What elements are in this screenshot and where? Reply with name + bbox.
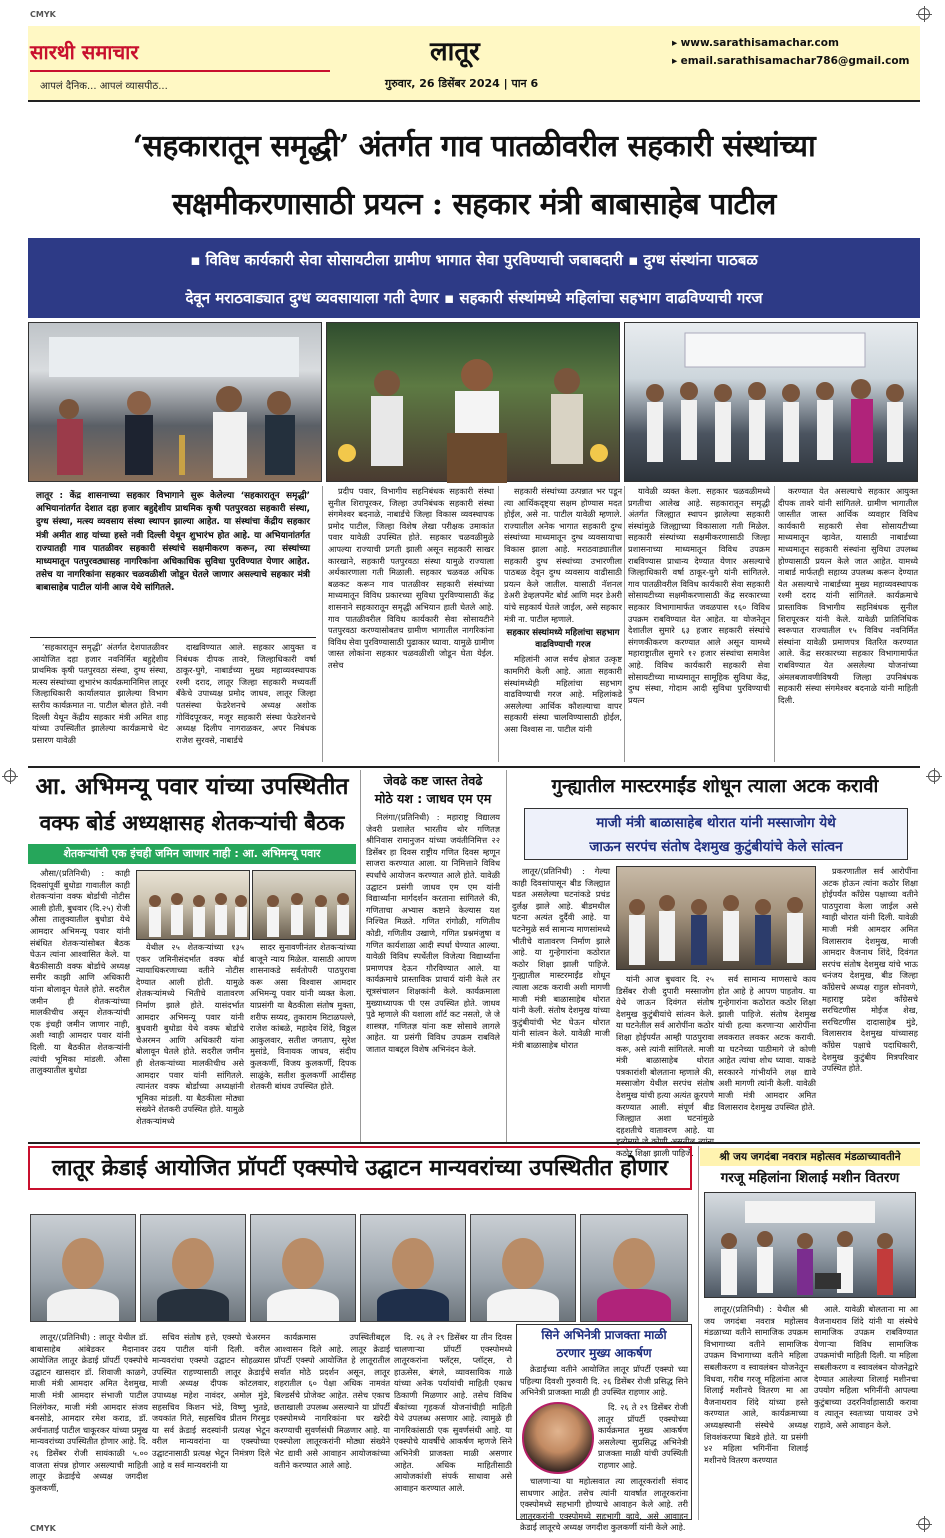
column-rule xyxy=(360,770,361,1142)
website-link[interactable]: ▸ www.sarathisamachar.com xyxy=(672,37,839,49)
lead-column-5: यावेळी व्यक्त केला. सहकार चळवळीमध्ये प्रगतीचा आलेख आहे. सहकारातून समृद्धी अंतर्गत जिल्ह्यात स्थापन झालेल्या सहकारी संस्थांमुळे जिल्ह्याच्या विकासाला गती मिळेल. सहकारी संस्थांच्या सक्षमीकरणासाठी जिल्हा प्रशासनाच्या माध्यमातून विविध उपक्रम राबविण्यास प्राधान्य देण्यात येणार असल्याचे जिल्हाधिकारी वर्षा ठाकूर-घुगे यांनी सांगितले. गाव पातळीवरील विविध कार्यकारी सेवा सहकारी सोसायटीच्या सक्षमीकरणासाठी केंद्र सरकारच्या सहकार विभागामार्फत जवळपास १६० विविध उपक्रम राबविण्यात येत आहेत. या योजनेतून देशातील सुमारे ६३ हजार सहकारी संस्थांचे संगणकीकरण करण्यात आले असून यामध्ये महाराष्ट्रातील सुमारे १२ हजार संस्थांचा समावेश आहे. विविध कार्यकारी सहकारी सेवा सोसायटीच्या माध्यमातून सामूहिक सुविधा केंद्र, दुग्ध संस्था, गोदाम आदी सुविधा पुरविण्याची प्रयत्न xyxy=(628,486,770,705)
dignitary-portrait-6 xyxy=(580,1214,688,1322)
column-rule xyxy=(698,1146,699,1520)
sewing-machine-distribution-photo xyxy=(704,1192,916,1298)
lead-highlights-band xyxy=(28,238,920,318)
expo-headline: लातूर क्रेडाई आयोजित प्रॉपर्टी एक्स्पोचे उद्घाटन मान्यवरांच्या उपस्थितीत होणार xyxy=(28,1146,692,1190)
dignitary-portrait-5 xyxy=(470,1214,576,1322)
waqf-subhead-band: शेतकऱ्यांची एक इंचही जमिन जाणार नाही : आ. अभिमन्यू पवार xyxy=(28,844,356,864)
speech-illustration xyxy=(327,323,621,483)
actress-headline-line2: ठरणार मुख्य आकर्षण xyxy=(556,1346,652,1360)
lead-headline-line2: सक्षमीकरणासाठी प्रयत्न : सहकार मंत्री बाबासाहेब पाटील xyxy=(172,187,776,222)
waqf-column-2: येथील २५ शेतकऱ्यांच्या १३५ एकर जमिनीसंदर्भात वक्फ बोर्ड न्यायाधिकरणाच्या वतीने नोटीस देण्यात आली होती. यामुळे शेतकऱ्यांमध्ये भितीचे वातावरण निर्माण झाले होते. यासंदर्भात आमदार अभिमन्यू पवार यांनी बुधवारी बुधोडा येथे वक्फ बोर्डाचे चेअरमन आणि अधिकारी यांना बोलावून घेतले होते. सदरील जमीन ही शेतकऱ्यांच्या मालकीचीच असे आमदार पवार यांनी सांगितले. त्यानंतर वक्फ बोर्डाच्या अध्यक्षांनी भूमिका मांडली. या बैठकीला मोठ्या संख्येने शेतकरी उपस्थित होते. यामुळे शेतकऱ्यांमध्ये xyxy=(136,942,244,1126)
actress-side-text: दि. २६ ते २९ डिसेंबर रोजी लातूर प्रॉपर्टी एक्स्पोच्या कार्यक्रमात मुख्य आकर्षण असलेल्या सुप्रसिद्ध अभिनेत्री प्राजक्ता माळी यांची उपस्थिती राहणार आहे. xyxy=(598,1402,688,1470)
expo-column-4: दि. २६ ते २९ डिसेंबर या तीन दिवस चालणाऱ्या प्रॉपर्टी एक्स्पोमध्ये लातूरकरांना फ्लॅट्स, प्लॉट्स, रो हाऊसेस, बंगले, व्यावसायिक गाळे यांच्या अनेक पर्यायांची माहिती एकाच ठिकाणी मिळणार आहे. तसेच विविध बँकांच्या गृहकर्ज योजनांचीही माहिती येथे उपलब्ध असणार आहे. त्यामुळे ही नागरिकांसाठी एक सुवर्णसंधी आहे. या एक्स्पोचे यावर्षीचे आकर्षण म्हणजे सिने अभिनेत्री प्राजक्ता माळी असणार आहेत. अधिक माहितीसाठी आयोजकांशी संपर्क साधावा असे आवाहन करण्यात आले. xyxy=(394,1332,512,1493)
waqf-headline-line2: वक्फ बोर्ड अध्यक्षासह शेतकऱ्यांची बैठक xyxy=(39,810,345,835)
expo-column-2: सचिव संतोष हत्ते, एक्स्पो चेअरमन उदय पाटील यांनी दिली. वरील मान्यवरांचा एक्स्पो उद्घाटन सोहळ्यास उपस्थित राहण्यासाठी लातूर क्रेडाईचे माजी अध्यक्ष दीपक कोटलवार, उपाध्यक्ष महेश नावंदर, अमोल मुंडे, सहसचिव किशन भंडे, विष्णु भुतडे, जयकांत गिते, सहसचिव प्रीतम गिरमुड या सर्व क्रेडाई सदस्यांनी प्रत्यक्ष भेटून वरील मान्यवरांना या एक्स्पोच्या उद्घाटनासाठी प्रत्यक्ष भेटून निमंत्रण दिले आहे व सर्व मान्यवरांनी या xyxy=(152,1332,270,1470)
registration-mark-top-right xyxy=(918,8,930,20)
distribution-illustration xyxy=(705,1193,917,1299)
lead-column-rule xyxy=(624,486,625,762)
lead-column-rule xyxy=(774,486,775,762)
waqf-column-1: औसा/(प्रतिनिधी) : काही दिवसांपूर्वी बुधोडा गावातील काही शेतकऱ्यांना वक्फ बोर्डाची नोटीस आली होती, बुधवार (दि.२५) रोजी औसा तालुक्यातील बुधोडा येथे आमदार अभिमन्यू पवार यांनी संबंधित शेतकऱ्यांसोबत बैठक घेऊन त्यांना आश्वासित केले. या बैठकीसाठी वक्फ बोर्डाचे अध्यक्ष समीर काझी आणि अधिकारी यांना बोलावून घेतले होते. सदरील जमीन ही शेतकऱ्यांच्या मालकीचीच असून शेतकऱ्यांची एक इंचही जमीन जाणार नाही, अशी ग्वाही आमदार पवार यांनी दिली. या बैठकीत शेतकऱ्यांनी त्यांची भूमिका मांडली. औसा तालुक्यातील बुधोडा xyxy=(30,868,130,1076)
email-link[interactable]: ▸ email.sarathisamachar786@gmail.com xyxy=(672,55,910,67)
lead-column-1: ‘सहकारातून समृद्धी’ अंतर्गत देशपातळीवर आयोजित दहा हजार नवनिर्मित बहुद्देशीय प्राथमिक कृषी पतपुरवठा संस्था, दुग्ध संस्था, मत्स्य संस्थांच्या शुभारंभ कार्यक्रमानिमित्त लातूर जिल्हाधिकारी कार्यालयात झालेल्या विभाग स्तरीय कार्यक्रमात ना. पाटील बोलत होते. नवी दिल्ली येथून केंद्रीय सहकार मंत्री अमित शाह यांच्या उपस्थितीत झालेल्या कार्यक्रमाचे थेट प्रसारण यावेळी xyxy=(32,642,168,745)
massajog-column-3: सर्व सामान्य माणसाचे काय होत आहे हे आपण पाहतोय. या गुन्हेगारांना कठोरात कठोर शिक्षा झाली पाहिजे. संतोष देशमुख यांची हत्या करणाऱ्या आरोपींना लवकरात लवकर अटक करावी. या घटनेच्या पाठीमागे जे कोणी आहेत त्यांचा शोध घ्यावा. याकडे सरकारने गांभीर्याने लक्ष द्यावे अशी मागणी त्यांनी केली. यावेळी माजी मंत्री आमदार अमित विलासराव देशमुख उपस्थित होते. xyxy=(718,974,816,1112)
sewing-column-2: आले. यावेळी बोलताना मा आ वैजनाथराव शिंदे यांनी या संस्थेचे सामाजिक उपक्रम राबविण्यात येणाऱ्या विविध सामाजिक उपक्रमांची माहिती दिली. या महिला सबलीकरण व स्वावलंबन योजनेद्वारे देण्यात आलेल्या शिलाई मशीनचा उपयोग महिला भगिनींनी आपल्या कुटुंबाच्या उदरनिर्वाहासाठी करावा व त्यातून स्वतःच्या पायावर उभे राहावे, असे आवाहन केले. xyxy=(814,1304,918,1430)
lead-column-3: प्रदीप पवार, विभागीय सहनिबंधक सहकारी संस्था सुनील शिरापूरकर, जिल्हा उपनिबंधक सहकारी संस्था संगमेश्वर बदनाळे, नाबार्डचे जिल्हा विकास व्यवस्थापक प्रमोद पाटील, जिल्हा विशेष लेखा परीक्षक उमाकांत पवार यावेळी उपस्थित होते. सहकार चळवळीमुळे आपल्या राज्याची प्रगती झाली असून सहकारी साखर कारखाने, सहकारी पतपुरवठा संस्था यामुळे राज्याला अर्थकारणाला गती मिळाली. सहकार चळवळ अधिक बळकट करून गाव पातळीवर सहकारी संस्थांच्या माध्यमातून विविध प्रकारच्या सुविधा पुरविण्यासाठी केंद्र शासनाने सहकारातून समृद्धी अभियान हाती घेतले आहे. गाव पातळीवरील विविध कार्यकारी सेवा सोसायटीने पतपुरवठा करण्यासोबतच ग्रामीण भागातील नागरिकांना विविध सेवा पुरविण्यासाठी पुढाकार घ्यावा. यामुळे ग्रामीण जास्त लोकांना सहकार चळवळीशी जोडून घेता येईल. तसेच xyxy=(328,486,494,670)
lead-column-4-subhead: सहकार संस्थांमध्ये महिलांचा सहभाग वाढविण्याची गरज xyxy=(506,628,620,650)
dignitary-portrait-3 xyxy=(250,1214,356,1322)
expo-column-3: कार्यक्रमास उपस्थितीबद्दल आश्वासन दिले आहे. लातूर क्रेडाई प्रॉपर्टी एक्स्पो आयोजित हे लातूरातील सर्वात मोठे प्रदर्शन असून, लातूर शहरातील ६० पेक्षा अधिक नामवंत बिल्डर्सचे प्रोजेक्ट आहेत. तसेच एकाच छताखाली उपलब्ध असल्याने या प्रॉपर्टी एक्स्पोमध्ये नागरिकांना घर खरेदी करण्याची सुवर्णसंधी मिळणार आहे. या एक्स्पोला लातूरकरांनी मोठ्या संख्येने भेट द्यावी असे आवाहन आयोजकांच्या वतीने करण्यात आले आहे. xyxy=(274,1332,390,1470)
brand-name: सारथी समाचार xyxy=(30,40,139,64)
registration-mark-bottom-right xyxy=(918,1518,930,1530)
date-line: गुरुवार, 26 डिसेंबर 2024 | पान 6 xyxy=(385,77,539,90)
waqf-meeting-photo-1 xyxy=(136,870,250,940)
actress-intro: क्रेडाईच्या वतीने आयोजित लातूर प्रॉपर्टी एक्स्पो च्या पहिल्या दिवशी गुरुवारी दि. २६ डिसेंबर रोजी प्रसिद्ध सिने अभिनेत्री प्राजक्ता माळी ही उपस्थित राहणार आहे. xyxy=(520,1364,688,1398)
waqf-headline-line1: आ. अभिमन्यू पवार यांच्या उपस्थितीत xyxy=(35,773,349,800)
lead-photo-certificate-distribution xyxy=(624,322,918,482)
stage-illustration xyxy=(625,323,919,483)
waqf-column-3: सादर सुनावणीनंतर शेतकऱ्यांच्या बाजूने न्याय मिळेल. यासाठी आपण शासनाकडे सर्वतोपरी पाठपुरावा करू असा विश्वास आमदार अभिमन्यू पवार यांनी व्यक्त केला. याप्रसंगी या बैठकीला संतोष मुक्ता, शरीफ सय्यद, तुकाराम मिटाळपल्ले, राजेश कांबळे, महादेव शिंदे, विठ्ठल आकुलवार, सतीश जगताप, सुरेश मुसांडे, विनायक जाधव, संदीप कुलकर्णी, विजय कुलकर्णी, दिपक साळुंके, सतीश कुलकर्णी आदींसह शेतकरी बांधव उपस्थित होते. xyxy=(250,942,356,1092)
lead-photo-inauguration xyxy=(28,322,322,482)
contact-info xyxy=(672,34,910,70)
actress-bottom-text: चालणाऱ्या या महोत्सवात त्या लातूरकरांशी संवाद साधणार आहेत. तसेच त्यांनी यावर्षात लातूरकरांना एक्स्पोमध्ये सहभागी होण्याचे आवाहन केले आहे. तरी लातूरकरांनी एक्स्पोमध्ये सहभागी व्हावे, असे आवाहन क्रेडाई लातूरचे अध्यक्ष जगदीश कुलकर्णी यांनी केले आहे. xyxy=(520,1476,688,1533)
lead-headline-line1: ‘सहकारातून समृद्धी’ अंतर्गत गाव पातळीवरील सहकारी संस्थांच्या xyxy=(132,129,816,164)
section-divider xyxy=(28,766,920,768)
waqf-meeting-photo-2 xyxy=(252,870,356,940)
dignitary-portrait-4 xyxy=(360,1214,466,1322)
massajog-column-4: प्रकरणातील सर्व आरोपींना अटक होऊन त्यांना कठोर शिक्षा होईपर्यंत काँग्रेस पक्षाच्या वतीने पाठपुरावा केला जाईल असे ग्वाही थोरात यांनी दिली. यावेळी माजी मंत्री आमदार अमित विलासराव देशमुख, माजी आमदार वैजनाथ शिंदे, दिवंगत सरपंच संतोष देशमुख यांचे भाऊ धनंजय देशमुख, बीड जिल्हा काँग्रेसचे अध्यक्ष राहुल सोनवणे, महाराष्ट्र प्रदेश काँग्रेसचे सरचिटणीस मोईज शेख, सरचिटणीस दादासाहेब मुंडे, विलासराव देशमुख यांच्यासह काँग्रेस पक्षाचे पदाधिकारी, देशमुख कुटुंबीय मित्रपरिवार उपस्थित होते. xyxy=(822,866,918,1074)
highlights-line1: ▪ विविध कार्यकारी सेवा सोसायटीला ग्रामीण भागात सेवा पुरविण्याची जबाबदारी ▪ दुग्ध संस्थांना पाठबळ xyxy=(190,251,758,269)
massajog-column-1: लातूर/(प्रतिनिधी) : गेल्या काही दिवसांपासून बीड जिल्ह्यात घडत असलेल्या घटनांकडे प्रचंड दुर्लक्ष झाले आहे. बीडमधील घटना अत्यंत दुर्दैवी आहे. या घटनेमुळे सर्व सामान्य माणसांमध्ये भीतीचे वातावरण निर्माण झाले आहे. या गुन्हेगारांना कठोरात कठोर शिक्षा झाली पाहिजे. गुन्ह्यातील मास्टरमाईंड शोधून त्याला अटक करावी अशी मागणी माजी मंत्री बाळासाहेब थोरात यांनी केली. संतोष देशमुख यांच्या कुटुंबीयांची भेट घेऊन थोरात यांनी सांत्वन केले. यावेळी माजी मंत्री बाळासाहेब थोरात xyxy=(512,866,610,1050)
dignitary-portrait-1 xyxy=(30,1214,136,1322)
dignitary-portrait-2 xyxy=(140,1214,246,1322)
cmyk-marker-top: CMYK xyxy=(30,10,56,19)
sewing-headline-line1: श्री जय जगदंबा नवरात्र महोत्सव मंडळाच्यावतीने xyxy=(700,1148,920,1166)
highlights-line2: देवून मराठवाड्यात दुग्ध व्यवसायाला गती देणार ▪ सहकारी संस्थांमध्ये महिलांचा सहभाग वाढविण्याची गरज xyxy=(185,289,763,307)
lead-column-2: दाखविण्यात आले. सहकार आयुक्त व निबंधक दीपक तावरे, जिल्हाधिकारी वर्षा ठाकूर-घुगे, नाबार्डच्या मुख्य महाव्यवस्थापक रश्मी दराद, लातूर जिल्हा सहकारी मध्यवर्ती बँकेचे उपाध्यक्ष प्रमोद जाधव, लातूर जिल्हा पतसंस्था फेडरेशनचे अध्यक्ष अशोक गोविंदपूरकर, मजूर सहकारी संस्था फेडरेशनचे अध्यक्ष दिलीप नागराळकर, अपर निबंधक राजेश सुरवसे, नाबार्डचे xyxy=(176,642,316,745)
massajog-column-2: यांनी आज बुधवार दि. २५ डिसेंबर रोजी दुपारी मस्साजोग येथे जाऊन दिवंगत संतोष देशमुख कुटुंबीयांचे सांत्वन केले. या घटनेतील सर्व आरोपींना कठोर शिक्षा होईपर्यंत आम्ही पाठपुरावा करू, असे त्यांनी सांगितले. माजी मंत्री बाळासाहेब थोरात पत्रकारांशी बोलताना म्हणाले की, मस्साजोग येथील सरपंच संतोष देशमुख यांची हत्या अत्यंत क्रूरपणे करण्यात आली. संपूर्ण बीड जिल्ह्यात अशा घटनांमुळे दहशतीचे वातावरण आहे. या हत्येमागे जे कोणी असतील त्यांना कठोर शिक्षा झाली पाहिजे. xyxy=(616,974,714,1158)
jadhav-headline-line1: जेवढे कष्ट जास्त तेवढे xyxy=(383,773,483,788)
cmyk-marker-bottom: CMYK xyxy=(30,1524,56,1533)
meeting-illustration xyxy=(253,871,357,941)
massajog-subhead-line1: माजी मंत्री बाळासाहेब थोरात यांनी मस्साजोग येथे xyxy=(596,815,836,831)
tagline: आपलं दैनिक... आपलं व्यासपीठ... xyxy=(40,81,168,92)
condolence-illustration xyxy=(617,867,817,971)
column-rule xyxy=(506,770,507,1142)
lead-column-rule xyxy=(322,486,323,762)
lead-column-4: सहकारी संस्थांच्या उत्पन्नात भर पडून त्या आर्थिकदृष्ट्या सक्षम होण्यास मदत होईल, असे ना. पाटील यावेळी म्हणाले. राज्यातील अनेक भागात सहकारी दुग्ध संस्थांच्या माध्यमातून दुग्ध व्यवसायाचा विकास झाला आहे. मराठवाड्यातील सहकारी दुग्ध संस्थांच्या उभारणीला पाठबळ देवून दुग्ध व्यवसाय वाढीसाठी प्रयत्न केले जातील. यासाठी नॅशनल डेअरी डेव्हलपमेंट बोर्ड आणि मदर डेअरी यांचे सहकार्य घेतले जाईल, असे सहकार मंत्री ना. पाटील म्हणाले. सहकार संस्थांमध्ये महिलांचा सहभाग वाढविण्याची गरज महिलांनी आज सर्वच क्षेत्रात उत्कृष्ट कामगिरी केली आहे. आता सहकारी संस्थांमध्येही महिलांचा सहभाग वाढविण्याची गरज आहे. महिलांकडे असलेल्या आर्थिक कौशल्याचा वापर सहकारी संस्था चालविण्यासाठी होईल, असा विश्वास ना. पाटील यांनी xyxy=(504,486,622,734)
sewing-column-1: लातूर/(प्रतिनिधी) : येथील श्री जय जगदंबा नवरात्र महोत्सव मंडळाच्या वतीने सामाजिक उपक्रम विभागाच्या वतीने सामाजिक उपक्रम विभागाच्या वतीने महिला सबलीकरण व स्वावलंबन योजनेतून विधवा, गरीब गरजू महिलांना आज शिलाई मशीनचे वितरण मा आ वैजनाथराव शिंदे यांच्या हस्ते करण्यात आले, कार्यक्रमाच्या अध्यक्षस्थानी संस्थेचे अध्यक्ष शिवशंकरप्पा बिडवे होते. या प्रसंगी ४२ महिला भगिनींना शिलाई मशीनचे वितरण करण्यात xyxy=(704,1304,808,1465)
massajog-subhead-line2: जाऊन सरपंच संतोष देशमुख कुटुंबीयांचे केले सांत्वन xyxy=(589,839,843,855)
expo-column-1: लातूर/(प्रतिनिधी) : लातूर येथील डॉ. बाबासाहेब आंबेडकर मैदानावर आयोजित लातूर क्रेडाई प्रॉपर्टी एक्स्पोचे उद्घाटन खासदार डॉ. शिवाजी काळगे, माजी मंत्री आमदार अमित देशमुख, माजी मंत्री आमदार संभाजी पाटील निलंगेकर, माजी मंत्री आमदार संजय बनसोडे, आमदार रमेश कराड, डॉ. अर्चनाताई पाटील चाकूरकर यांच्या प्रमुख मान्यवरांच्या उपस्थितीत होणार आहे. दि. २६ डिसेंबर रोजी सायंकाळी ५.०० वाजता संपन्न होणार असल्याची माहिती लातूर क्रेडाईचे अध्यक्ष जगदीश कुलकर्णी, xyxy=(30,1332,148,1493)
lead-photo-minister-speech xyxy=(326,322,620,482)
tagline-divider xyxy=(30,70,330,72)
registration-mark-right xyxy=(928,770,940,782)
actress-portrait xyxy=(522,1402,594,1474)
sewing-headline-line2: गरजू महिलांना शिलाई मशीन वितरण xyxy=(720,1170,900,1186)
lead-column-rule xyxy=(498,486,499,762)
section-divider xyxy=(28,1142,920,1144)
registration-mark-left xyxy=(4,770,16,782)
jadhav-body: निलंगा/(प्रतिनिधी) : महाराष्ट्र विद्यालय जेवरी प्रशालेत भारतीय थोर गणितज्ञ श्रीनिवास रामानुजन यांच्या जयंतीनिमित्त २२ डिसेंबर हा दिवस राष्ट्रीय गणित दिवस म्हणून साजरा करण्यात आला. या निमित्ताने विविध स्पर्धांचे आयोजन करण्यात आले होते. यावेळी उद्घाटन प्रसंगी जाधव एम एम यांनी विद्यार्थ्यांना मार्गदर्शन करताना सांगितले की, गणिताचा अभ्यास कष्टाने केल्यास यश निश्चित मिळते. गणित रांगोळी, गणितीय कोडी, गणितीय उखाणे, गणित प्रश्नमंजुषा व गणित कार्यशाळा आदी स्पर्धा घेण्यात आल्या. यावेळी विविध स्पर्धेतील विजेत्या विद्यार्थ्यांना प्रमाणपत्र देऊन गौरविण्यात आले. या कार्यक्रमाचे प्रास्ताविक प्राचार्य यांनी केले तर सूत्रसंचालन शिक्षकांनी केले. कार्यक्रमाला मुख्याध्यापक पी एस उपस्थित होते. जाधव पुढे म्हणाले की यशाला शॉर्ट कट नसतो, जे जे शास्त्रज्ञ, गणितज्ञ यांना कष्ट सोसावे लागले आहेत. या प्रसंगी विविध उपक्रम राबविले जातात याबद्दल विशेष अभिनंदन केले. xyxy=(366,812,500,1054)
meeting-illustration xyxy=(137,871,251,941)
massajog-subhead-box xyxy=(524,808,908,860)
actress-headline-line1: सिने अभिनेत्री प्राजक्ता माळी xyxy=(541,1328,667,1342)
massajog-headline: गुन्ह्यातील मास्टरमाईंड शोधून त्याला अटक करावी xyxy=(551,776,879,797)
lead-intro-paragraph: लातूर : केंद्र शासनाच्या सहकार विभागाने सुरू केलेल्या ‘सहकारातून समृद्धी’ अभियानांतर्गत देशात दहा हजार बहुद्देशीय प्राथमिक कृषी पतपुरवठा सहकारी संस्था, दुग्ध संस्था, मत्स्य व्यवसाय संस्था स्थापन झाल्या आहेत. या संस्थांचा केंद्रीय सहकार मंत्री अमीत शाह यांच्या हस्ते नवी दिल्ली येथून शुभारंभ होत आहे. या अभियानांतर्गत राज्यातही गाव पातळीवर सहकारी संस्थांचे सक्षमीकरण करून, त्या संस्थांच्या माध्यमातून पतपुरवठ्यासह नागरिकांना अधिकाधिक सुविधा पुरविण्यात येणार आहेत. तसेच या नागरिकांना सहकार चळवळीशी जोडून घेतले जाणार असल्याचे सहकार मंत्री बाबासाहेब पाटील यांनी आज येथे सांगितले. xyxy=(30,486,316,638)
massajog-condolence-photo xyxy=(616,866,816,970)
crowd-illustration xyxy=(29,323,323,483)
edition-city: लातूर xyxy=(430,37,480,67)
jadhav-headline-line2: मोठे यश : जाधव एम एम xyxy=(374,791,492,806)
lead-column-6: करण्यात येत असल्याचे सहकार आयुक्त दीपक तावरे यांनी सांगितले. ग्रामीण भागातील जास्तीत जास्त आर्थिक व्यवहार विविध कार्यकारी सहकारी सेवा सोसायटीच्या माध्यमातून व्हावेत, यासाठी नाबार्डच्या माध्यमातून सहकारी संस्थांना सुविधा उपलब्ध होण्यासाठी प्रयत्न केले जात आहेत. यामध्ये नाबार्ड मार्फतही सहाय्य उपलब्ध करून देण्यात येत असल्याचे नाबार्डच्या मुख्य महाव्यवस्थापक रश्मी दराद यांनी सांगितले. कार्यक्रमाचे प्रास्ताविक विभागीय सहनिबंधक सुनील शिरापूरकर यांनी केले. यावेळी प्रातिनिधिक स्वरूपात राज्यातील १५ विविध नवनिर्मित संस्थांना यावेळी प्रमाणपत्र वितरित करण्यात आले. केंद्र सरकारच्या सहकार विभागामार्फत राबविण्यात येत असलेल्या योजनांच्या अंमलबजावणीविषयी जिल्हा उपनिबंधक सहकारी संस्था संगमेश्वर बदनाळे यांनी माहिती दिली. xyxy=(778,486,918,705)
